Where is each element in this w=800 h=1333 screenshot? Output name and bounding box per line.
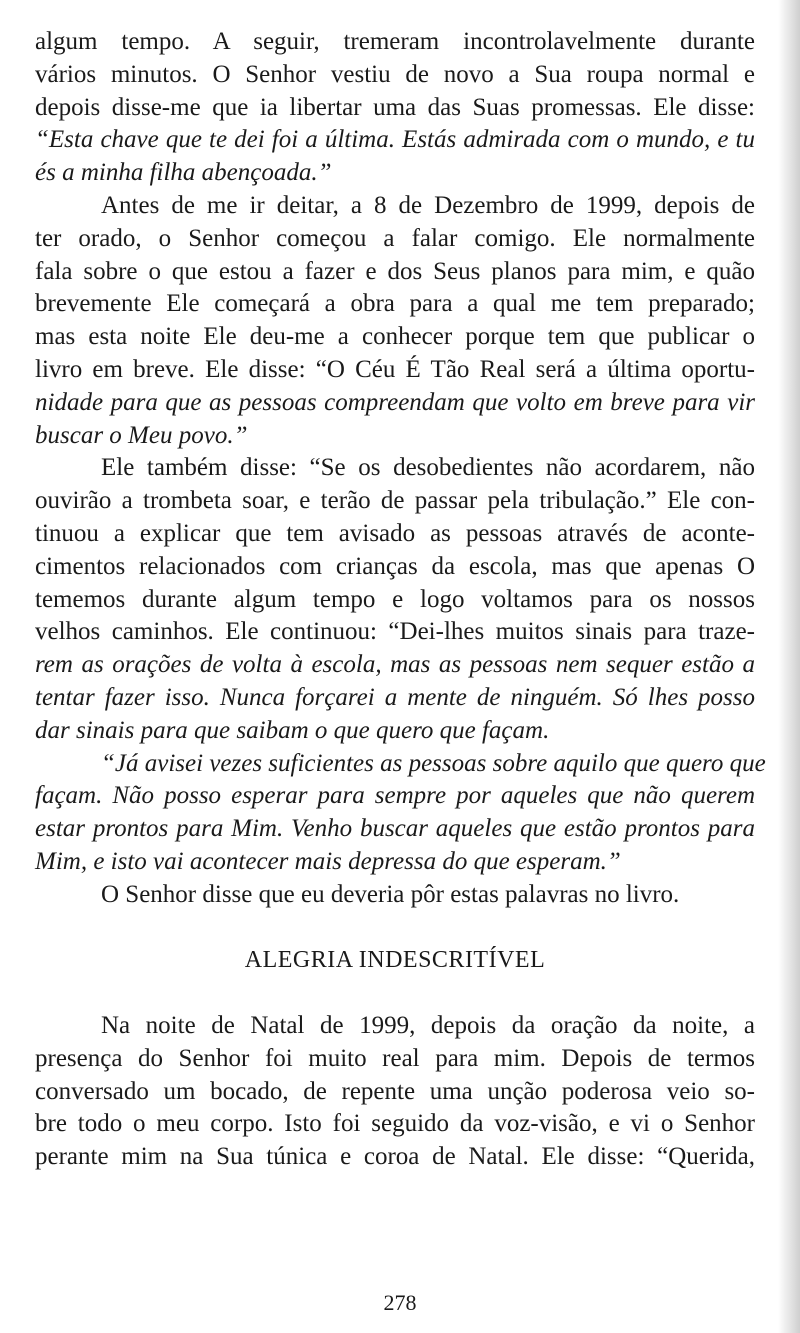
text-line: “Esta chave que te dei foi a última. Estás admirada com o mundo, e tu bbox=[35, 126, 755, 154]
section-heading: ALEGRIA INDESCRITÍVEL bbox=[244, 947, 546, 974]
body-text bbox=[35, 26, 766, 1174]
text-line: brevemente Ele começará a obra para a qual me tem preparado; bbox=[35, 290, 755, 318]
text-line: Na noite de Natal de 1999, depois da oração da noite, a bbox=[101, 1011, 755, 1039]
text-line: mas esta noite Ele deu-me a conhecer porque tem que publicar o bbox=[35, 323, 755, 351]
text-line: rem as orações de volta à escola, mas as pessoas nem sequer estão a bbox=[35, 651, 755, 679]
text-line: tentar fazer isso. Nunca forçarei a mente de ninguém. Só lhes posso bbox=[35, 683, 755, 711]
text-line: depois disse-me que ia libertar uma das Suas promessas. Ele disse: bbox=[35, 93, 755, 121]
text-line: velhos caminhos. Ele continuou: “Dei-lhes muitos sinais para traze- bbox=[35, 618, 755, 646]
text-line: és a minha filha abençoada.” bbox=[35, 159, 332, 187]
text-line: Ele também disse: “Se os desobedientes não acordarem, não bbox=[101, 454, 755, 482]
text-line: Mim, e isto vai acontecer mais depressa do que esperam.” bbox=[35, 847, 621, 875]
paragraphs-top bbox=[35, 26, 766, 912]
text-line: bre todo o meu corpo. Isto foi seguido da voz-visão, e vi o Senhor bbox=[35, 1110, 755, 1138]
text-line: presença do Senhor foi muito real para mim. Depois de termos bbox=[35, 1044, 755, 1072]
text-line: buscar o Meu povo.” bbox=[35, 421, 248, 449]
page-number: 278 bbox=[383, 1290, 417, 1315]
text-line: livro em breve. Ele disse: “O Céu É Tão Real será a última oportu- bbox=[35, 355, 755, 383]
text-line: ter orado, o Senhor começou a falar comigo. Ele normalmente bbox=[35, 224, 755, 252]
text-line: vários minutos. O Senhor vestiu de novo a Sua roupa normal e bbox=[35, 60, 755, 88]
text-line: fala sobre o que estou a fazer e dos Seus planos para mim, e quão bbox=[35, 257, 755, 285]
text-line: cimentos relacionados com crianças da escola, mas que apenas O bbox=[35, 552, 755, 580]
text-line: façam. Não posso esperar para sempre por aqueles que não querem bbox=[35, 782, 755, 810]
text-line: perante mim na Sua túnica e coroa de Natal. Ele disse: “Querida, bbox=[35, 1143, 755, 1171]
text-line: tememos durante algum tempo e logo voltamos para os nossos bbox=[35, 585, 755, 613]
text-line: algum tempo. A seguir, tremeram incontrolavelmente durante bbox=[35, 28, 755, 55]
paragraphs-bottom bbox=[35, 1010, 755, 1174]
text-line: “Já avisei vezes suficientes as pessoas sobre aquilo que quero que bbox=[101, 749, 766, 777]
text-line: nidade para que as pessoas compreendam que volto em breve para vir bbox=[35, 388, 755, 416]
text-line: estar prontos para Mim. Venho buscar aqueles que estão prontos para bbox=[35, 815, 755, 843]
text-line: conversado um bocado, de repente uma unção poderosa veio so- bbox=[35, 1077, 755, 1105]
text-line: tinuou a explicar que tem avisado as pessoas através de aconte- bbox=[35, 519, 755, 547]
text-line: Antes de me ir deitar, a 8 de Dezembro de 1999, depois de bbox=[101, 191, 755, 219]
section-gap bbox=[35, 912, 755, 945]
text-line: ouvirão a trombeta soar, e terão de passar pela tribulação.” Ele con- bbox=[35, 487, 755, 515]
page-edge-shadow bbox=[778, 0, 800, 1333]
section-gap bbox=[35, 977, 755, 1010]
text-line: dar sinais para que saibam o que quero que façam. bbox=[35, 716, 550, 744]
text-line: O Senhor disse que eu deveria pôr estas palavras no livro. bbox=[101, 880, 680, 908]
